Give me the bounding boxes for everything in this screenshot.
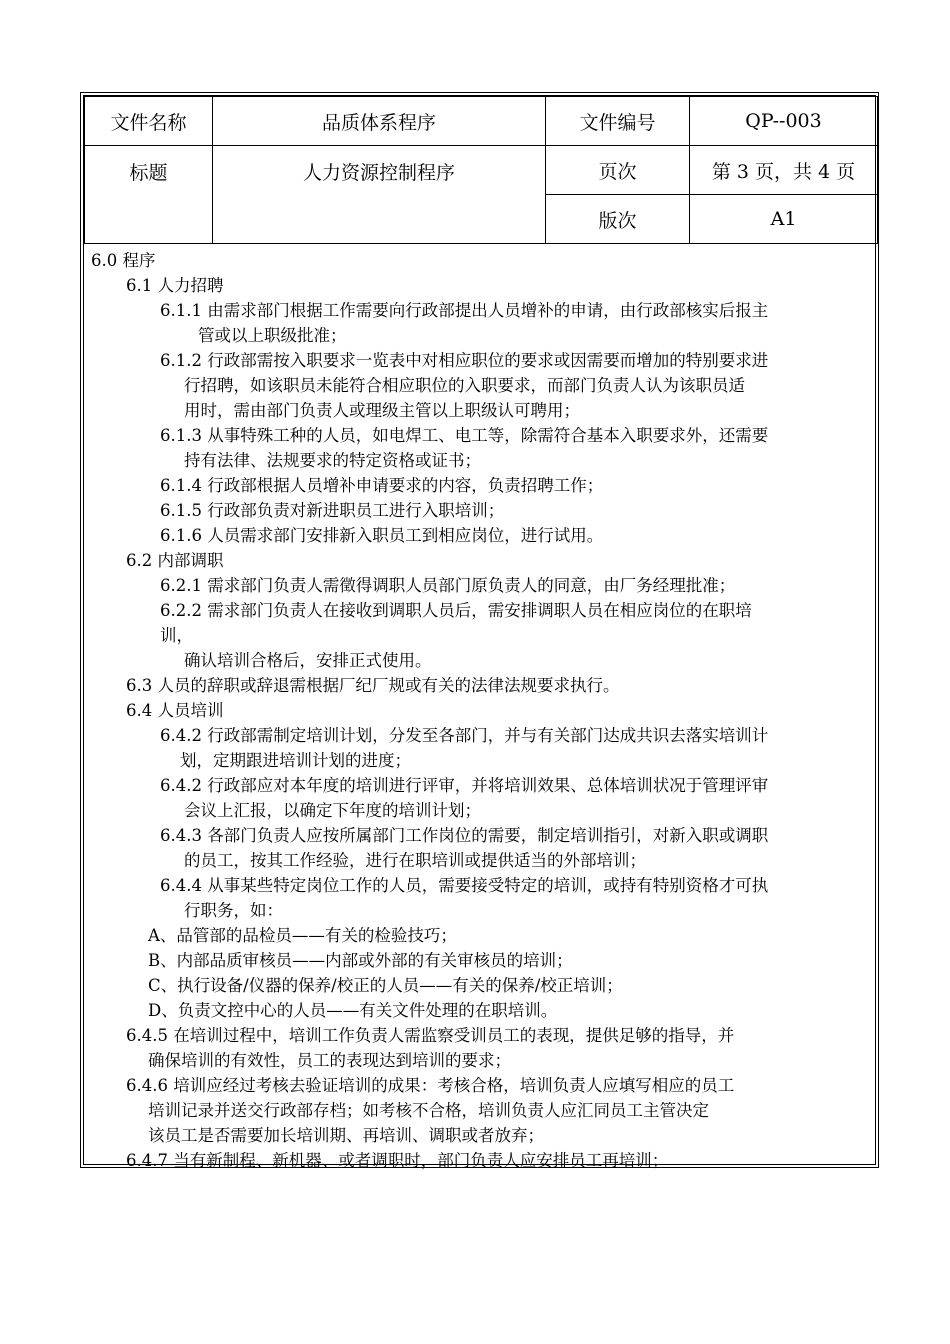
subsection-heading: 6.1 人力招聘 <box>126 276 224 295</box>
document-frame <box>80 92 879 1168</box>
list-item: C、执行设备/仪器的保养/校正的人员——有关的保养/校正培训； <box>148 976 623 995</box>
clause-continuation: 确认培训合格后，安排正式使用。 <box>184 651 432 670</box>
doc-name-label: 文件名称 <box>85 97 213 146</box>
clause-line: 6.2.1 需求部门负责人需徵得调职人员部门原负责人的同意，由厂务经理批准； <box>160 576 736 595</box>
subsection-heading: 6.3 人员的辞职或辞退需根据厂纪厂规或有关的法律法规要求执行。 <box>126 676 620 695</box>
clause-line: 6.1.3 从事特殊工种的人员，如电焊工、电工等，除需符合基本入职要求外，还需要 <box>160 426 769 445</box>
clause-line: 6.4.5 在培训过程中，培训工作负责人需监察受训员工的表现，提供足够的指导，并 <box>126 1026 735 1045</box>
clause-continuation: 会议上汇报，以确定下年度的培训计划； <box>184 801 481 820</box>
clause-line: 6.4.4 从事某些特定岗位工作的人员，需要接受特定的培训，或持有特别资格才可执 <box>160 876 769 895</box>
title-value: 人力资源控制程序 <box>213 146 546 244</box>
clause-line: 6.1.1 由需求部门根据工作需要向行政部提出人员增补的申请，由行政部核实后报主 <box>160 301 769 320</box>
doc-no-value: QP--003 <box>690 97 878 146</box>
document-header-table <box>84 96 878 244</box>
list-item: B、内部品质审核员——内部或外部的有关审核员的培训； <box>148 951 573 970</box>
clause-line: 6.1.4 行政部根据人员增补申请要求的内容，负责招聘工作； <box>160 476 604 495</box>
title-label: 标题 <box>85 146 213 244</box>
page-label: 页次 <box>546 146 690 195</box>
list-item: D、负责文控中心的人员——有关文件处理的在职培训。 <box>148 1001 558 1020</box>
clause-line: 6.4.2 行政部应对本年度的培训进行评审，并将培训效果、总体培训状况于管理评审 <box>160 776 769 795</box>
clause-continuation: 确保培训的有效性，员工的表现达到培训的要求； <box>148 1051 511 1070</box>
clause-line: 6.4.7 当有新制程、新机器、或者调职时，部门负责人应安排员工再培训； <box>126 1151 669 1170</box>
clause-continuation: 持有法律、法规要求的特定资格或证书； <box>184 451 481 470</box>
page-value: 第 3 页，共 4 页 <box>690 146 878 195</box>
clause-continuation: 行职务，如： <box>184 901 283 920</box>
clause-line: 6.1.2 行政部需按入职要求一览表中对相应职位的要求或因需要而增加的特别要求进 <box>160 351 769 370</box>
clause-continuation: 划，定期跟进培训计划的进度； <box>180 751 411 770</box>
clause-continuation: 培训记录并送交行政部存档；如考核不合格，培训负责人应汇同员工主管决定 <box>148 1101 709 1120</box>
document-inner-frame <box>83 95 876 1170</box>
clause-continuation: 训， <box>160 626 193 645</box>
clause-line: 6.1.5 行政部负责对新进职员工进行入职培训； <box>160 501 505 520</box>
clause-line: 6.2.2 需求部门负责人在接收到调职人员后，需安排调职人员在相应岗位的在职培 <box>160 601 752 620</box>
subsection-heading: 6.4 人员培训 <box>126 701 224 720</box>
list-item: A、品管部的品检员——有关的检验技巧； <box>148 926 457 945</box>
section-heading: 6.0 程序 <box>91 251 156 270</box>
version-value: A1 <box>690 195 878 244</box>
clause-continuation: 行招聘，如该职员未能符合相应职位的入职要求，而部门负责人认为该职员适 <box>184 376 745 395</box>
clause-line: 6.1.6 人员需求部门安排新入职员工到相应岗位，进行试用。 <box>160 526 604 545</box>
doc-no-label: 文件编号 <box>546 97 690 146</box>
clause-continuation: 用时，需由部门负责人或理级主管以上职级认可聘用； <box>184 401 580 420</box>
clause-line: 6.4.2 行政部需制定培训计划，分发至各部门，并与有关部门达成共识去落实培训计 <box>160 726 769 745</box>
version-label: 版次 <box>546 195 690 244</box>
clause-continuation: 该员工是否需要加长培训期、再培训、调职或者放弃； <box>148 1126 544 1145</box>
clause-line: 6.4.6 培训应经过考核去验证培训的成果：考核合格，培训负责人应填写相应的员工 <box>126 1076 735 1095</box>
subsection-heading: 6.2 内部调职 <box>126 551 224 570</box>
clause-line: 6.4.3 各部门负责人应按所属部门工作岗位的需要，制定培训指引，对新入职或调职 <box>160 826 769 845</box>
clause-continuation: 管或以上职级批准； <box>198 326 347 345</box>
doc-name-value: 品质体系程序 <box>213 97 546 146</box>
clause-continuation: 的员工，按其工作经验，进行在职培训或提供适当的外部培训； <box>184 851 646 870</box>
